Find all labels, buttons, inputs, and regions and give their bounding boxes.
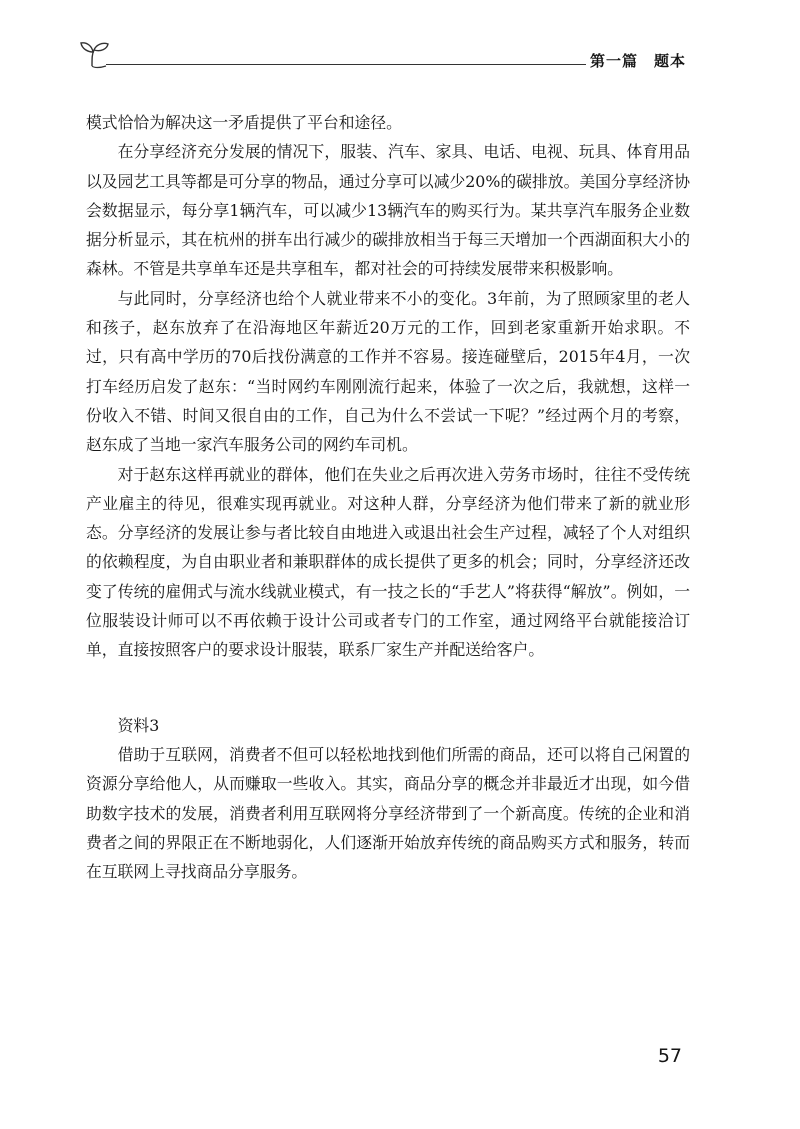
section-heading: 资料3 — [117, 715, 160, 735]
running-header — [78, 38, 690, 78]
paragraph: 模式恰恰为解决这一矛盾提供了平台和途径。 — [86, 113, 402, 132]
paragraph: 对于赵东这样再就业的群体，他们在失业之后再次进入劳务市场时，往往不受传统产业雇主的待见，很难实现再就业。对这种人群，分享经济为他们带来了新的就业形态。分享经济的发展让参与者比较自由地进入或退出社会生产过程，减轻了个人对组织的依赖程度，为自由职业者和兼职群体的成长提供了更多的机会；同时，分享经济还改变了传统的雇佣式与流水线就业模式，有一技之长的“手艺人”将获得“解放”。例如，一位服装设计师可以不再依赖于设计公司或者专门的工作室，通过网络平台就能接洽订单，直接按照客户的要求设计服装，联系厂家生产并配送给客户。 — [86, 464, 690, 660]
header-rule — [106, 64, 586, 65]
page-body — [86, 108, 690, 886]
page-number: 57 — [657, 1045, 682, 1067]
paragraph: 与此同时，分享经济也给个人就业带来不小的变化。3年前，为了照顾家里的老人和孩子，赵东放弃了在沿海地区年薪近20万元的工作，回到老家重新开始求职。不过，只有高中学历的70后找份满意的工作并不容易。接连碰壁后，2015年4月，一次打车经历启发了赵东：“当时网约车刚刚流行起来，体验了一次之后，我就想，这样一份收入不错、时间又很自由的工作，自己为什么不尝试一下呢？”经过两个月的考察，赵东成了当地一家汽车服务公司的网约车司机。 — [86, 288, 690, 455]
sprout-icon — [78, 38, 118, 72]
paragraph: 借助于互联网，消费者不但可以轻松地找到他们所需的商品，还可以将自己闲置的资源分享给他人，从而赚取一些收入。其实，商品分享的概念并非最近才出现，如今借助数字技术的发展，消费者利用互联网将分享经济带到了一个新高度。传统的企业和消费者之间的界限正在不断地弱化，人们逐渐开始放弃传统的商品购买方式和服务，转而在互联网上寻找商品分享服务。 — [86, 744, 690, 882]
paragraph: 在分享经济充分发展的情况下，服装、汽车、家具、电话、电视、玩具、体育用品以及园艺工具等都是可分享的物品，通过分享可以减少20%的碳排放。美国分享经济协会数据显示，每分享1辆汽车，可以减少13辆汽车的购买行为。某共享汽车服务企业数据分析显示，其在杭州的拼车出行减少的碳排放相当于每三天增加一个西湖面积大小的森林。不管是共享单车还是共享租车，都对社会的可持续发展带来积极影响。 — [86, 142, 690, 279]
chapter-title: 第一篇 题本 — [589, 52, 686, 70]
